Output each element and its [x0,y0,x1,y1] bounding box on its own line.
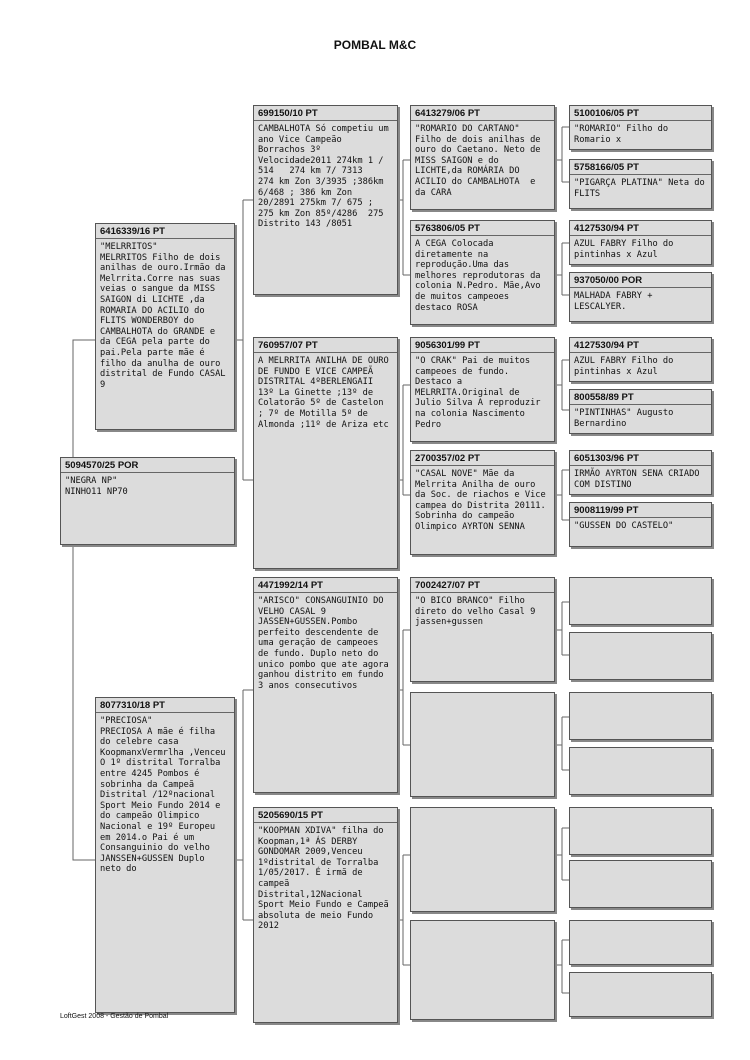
bird-description: "GUSSEN DO CASTELO" [574,521,674,531]
footer-text: LoftGest 2008 - Gestão de Pombal [60,1013,169,1020]
pedigree-card-g3[interactable] [410,577,555,682]
bird-description: "PRECIOSA" PRECIOSA A mãe é filha do celebre casa KoopmanxVermrlha ,Venceu O 1º distrital Torralba entre 4245 Pombos é sobrinha da Campeã Distrital /12ºnacional Sport Meio Fundo 2014 e do campeão Olimpico Nacional e 19º Europeu em 2014.o Pai é um Consanguinio do velho JANSSEN+GUSSEN Duplo neto do [100,716,226,875]
pedigree-card-g4-empty[interactable] [569,972,712,1017]
bird-description: CAMBALHOTA Só competiu um ano Vice Campeão Borrachos 3º Velocidade2011 274km 1 / 514 274 km 7/ 7313 274 km Zon 3/3935 ;386km 6/468 ; 386 km Zon 20/2891 275km 7/ 675 ; 275 km Zon 85º/4286 275 Distrito 143 /8051 [258,124,394,230]
ring-number: 7002427/07 PT [411,578,554,593]
ring-number: 6416339/16 PT [96,224,234,239]
pedigree-card-g3[interactable] [410,337,555,442]
bird-description: "ROMARIO" Filho do Romario x [574,124,674,145]
pedigree-card-g3-empty[interactable] [410,807,555,912]
ring-number: 4127530/94 PT [570,338,711,353]
pedigree-card-dam-sire[interactable] [253,577,398,793]
bird-description: MALHADA FABRY + LESCALYER. [574,291,658,312]
ring-number: 9008119/99 PT [570,503,711,518]
bird-description: "O CRAK" Pai de muitos campeoes de fundo. Destaco a MELRRITA.Original de Julio Silva A reproduzir na colonia Nascimento Pedro [415,356,546,430]
pedigree-card-g4[interactable] [569,105,712,150]
bird-description: AZUL FABRY Filho do pintinhas x Azul [574,356,679,377]
pedigree-card-g4[interactable] [569,272,712,322]
pedigree-card-subject[interactable] [60,457,235,545]
bird-description: "CASAL NOVE" Mãe da Melrrita Anilha de ouro da Soc. de riachos e Vice campea do Distrita 20111. Sobrinha do campeão Olimpico AYRTON SENNA [415,469,551,532]
bird-description: "NEGRA NP" NINHO11 NP70 [65,476,128,497]
page-title: POMBAL M&C [333,38,417,52]
pedigree-card-g3[interactable] [410,450,555,555]
bird-description: "PIGARÇA PLATINA" Neta do FLITS [574,178,710,199]
pedigree-card-g4[interactable] [569,450,712,495]
ring-number: 760957/07 PT [254,338,397,353]
pedigree-card-g4[interactable] [569,220,712,265]
bird-description: "ARISCO" CONSANGUINIO DO VELHO CASAL 9 JASSEN+GUSSEN.Pombo perfeito descendente de uma geração de campeoes de fundo. Duplo neto do unico pombo que ate agora ganhou distrito em fundo 3 anos consecutivos [258,596,394,691]
ring-number: 9056301/99 PT [411,338,554,353]
ring-number: 8077310/18 PT [96,698,234,713]
bird-description: "O BICO BRANCO" Filho direto do velho Casal 9 jassen+gussen [415,596,541,628]
pedigree-card-sire[interactable] [95,223,235,430]
bird-description: AZUL FABRY Filho do pintinhas x Azul [574,239,679,260]
pedigree-card-g4-empty[interactable] [569,920,712,965]
ring-number: 2700357/02 PT [411,451,554,466]
pedigree-card-g3[interactable] [410,105,555,210]
pedigree-card-g4-empty[interactable] [569,807,712,855]
bird-description: A MELRRITA ANILHA DE OURO DE FUNDO E VICE CAMPEÃ DISTRITAL 4ºBERLENGAII 13º La Ginette ;13º de Colatorão 5º de Castelon ; 7º de Motilla 5º de Almonda ;11º de Ariza etc [258,356,394,430]
pedigree-card-g4-empty[interactable] [569,632,712,680]
ring-number: 5094570/25 POR [61,458,234,473]
ring-number: 5763806/05 PT [411,221,554,236]
ring-number: 6413279/06 PT [411,106,554,121]
pedigree-card-g3[interactable] [410,220,555,325]
ring-number: 937050/00 POR [570,273,711,288]
ring-number: 800558/89 PT [570,390,711,405]
ring-number: 699150/10 PT [254,106,397,121]
pedigree-card-g4[interactable] [569,502,712,547]
bird-description: "PINTINHAS" Augusto Bernardino [574,408,679,429]
pedigree-card-g4[interactable] [569,389,712,434]
pedigree-card-g4[interactable] [569,159,712,209]
pedigree-card-g4-empty[interactable] [569,577,712,625]
ring-number: 5758166/05 PT [570,160,711,175]
ring-number: 4127530/94 PT [570,221,711,236]
pedigree-card-g4[interactable] [569,337,712,382]
ring-number: 6051303/96 PT [570,451,711,466]
pedigree-card-g3-empty[interactable] [410,920,555,1020]
pedigree-card-g4-empty[interactable] [569,692,712,740]
pedigree-card-g3-empty[interactable] [410,692,555,797]
pedigree-card-dam[interactable] [95,697,235,1013]
bird-description: "MELRRITOS" MELRRITOS Filho de dois anilhas de ouro.Irmão da Melrrita.Corre nas suas veias o sangue da MISS SAIGON di LICHTE ,da ROMARIA DO ACILIO do FLITS WONDERBOY do CAMBALHOTA do GRANDE e da CEGA pela parte do pai.Pela parte mãe é filho da anulha de ouro distrital de Fundo CASAL 9 [100,242,226,390]
bird-description: "ROMARIO DO CARTANO" Filho de dois anilhas de ouro do Caetano. Neto de MISS SAIGON e do LICHTE,da ROMÁRIA DO ACILIO do CAMBALHOTA e da CARA [415,124,546,198]
bird-description: "KOOPMAN XDIVA" filha do Koopman,1ª ÁS DERBY GONDOMAR 2009,Venceu 1ºdistrital de Torralba 1/05/2017. É irmã de campeã Distrital,12Nacional Sport Meio Fundo e Campeã absoluta de meio Fundo 2012 [258,826,394,932]
ring-number: 4471992/14 PT [254,578,397,593]
bird-description: IRMÃO AYRTON SENA CRIADO COM DISTINO [574,469,705,490]
pedigree-card-sire-dam[interactable] [253,337,398,569]
pedigree-card-g4-empty[interactable] [569,860,712,908]
pedigree-card-dam-dam[interactable] [253,807,398,1023]
ring-number: 5100106/05 PT [570,106,711,121]
pedigree-card-g4-empty[interactable] [569,747,712,795]
ring-number: 5205690/15 PT [254,808,397,823]
bird-description: A CEGA Colocada diretamente na reprodução.Uma das melhores reprodutoras da colonia N.Pedro. Mãe,Avo de muitos campeoes destaco ROSA [415,239,546,313]
pedigree-card-sire-sire[interactable] [253,105,398,295]
